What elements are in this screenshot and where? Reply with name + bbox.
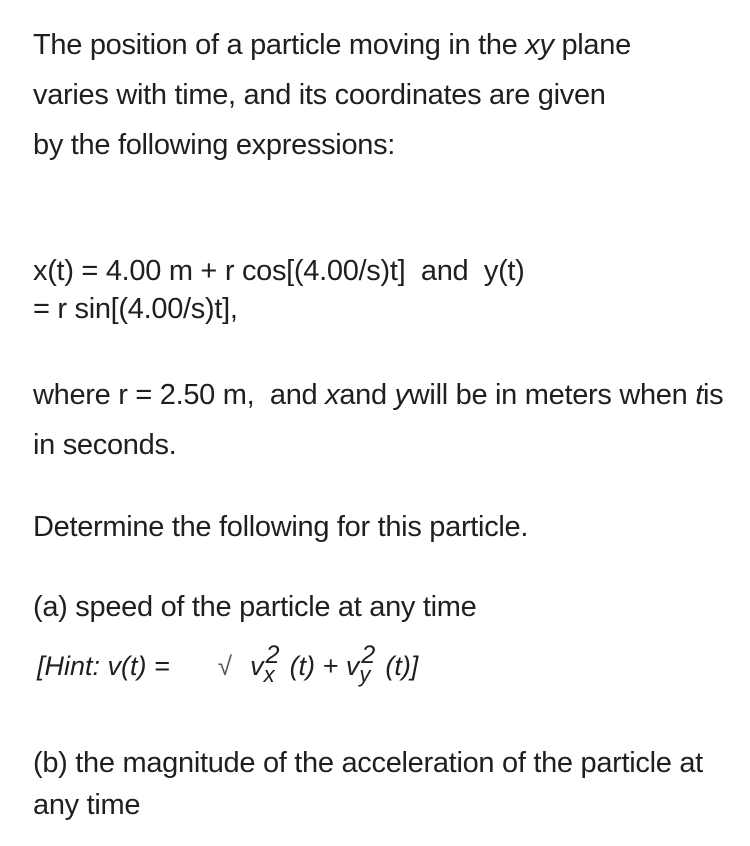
equations-paragraph <box>33 252 713 328</box>
instruction-text: Determine the following for this particle. <box>33 511 529 543</box>
hint-vy-sup: 2 <box>361 641 376 669</box>
where-text-2: and <box>339 379 395 411</box>
intro-text-1: The position of a particle moving in the <box>33 29 526 61</box>
where-paragraph <box>33 370 733 470</box>
equation-line-1: x(t) = 4.00 m + r cos[(4.00/s)t] and y(t) <box>33 255 525 287</box>
hint-prefix: [Hint: v(t) = <box>37 651 170 681</box>
intro-paragraph <box>33 20 633 170</box>
where-x: x <box>325 379 340 411</box>
part-b-label: (b) the magnitude of the acceleration of the particle at any time <box>33 747 703 821</box>
hint-vy: v <box>345 651 360 681</box>
intro-xy: xy <box>525 29 554 61</box>
where-text-4: is in seconds. <box>33 379 724 461</box>
where-t: t <box>695 379 703 411</box>
hint-vy-subsup <box>359 641 385 687</box>
intro-text-2: plane varies with time, and its coordinates are given by the following expressions: <box>33 29 631 161</box>
hint-vx-sub: x <box>263 662 275 687</box>
part-a-hint <box>37 641 737 688</box>
hint-vx-sup: 2 <box>265 641 280 669</box>
hint-vx-subsup <box>263 641 290 687</box>
equation-line-2: = r sin[(4.00/s)t], <box>33 293 238 325</box>
hint-vx-arg: (t) + <box>289 651 346 681</box>
hint-vy-sub: y <box>359 662 371 687</box>
sqrt-icon: √ <box>217 651 233 681</box>
part-a-label: (a) speed of the particle at any time <box>33 591 477 623</box>
where-text-1: where r = 2.50 m, and <box>33 379 326 411</box>
where-y: y <box>394 379 409 411</box>
where-text-3: will be in meters when <box>408 379 696 411</box>
hint-vy-arg: (t)] <box>385 651 419 681</box>
hint-vx: v <box>250 651 264 681</box>
